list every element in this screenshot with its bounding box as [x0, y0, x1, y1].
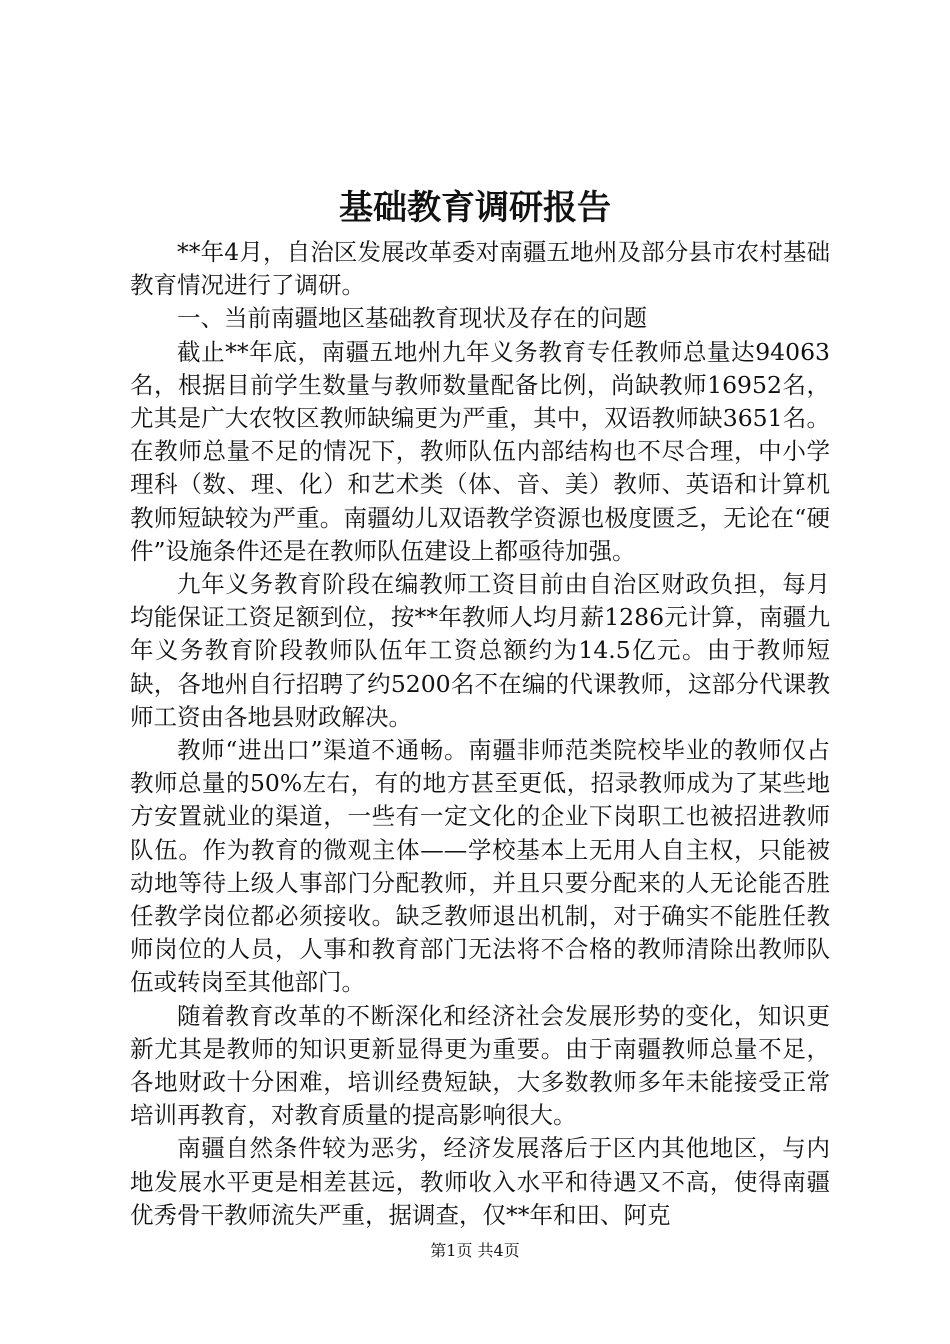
page-footer: 第1页 共4页	[430, 1241, 520, 1260]
document-title: 基础教育调研报告	[339, 188, 611, 228]
paragraph-teacher-loss: 南疆自然条件较为恶劣，经济发展落后于区内其他地区，与内地发展水平更是相差甚远，教师收入水平和待遇又不高，使得南疆优秀骨干教师流失严重，据调查，仅**年和田、阿克	[130, 1134, 830, 1229]
paragraph-teacher-shortage: 截止**年底，南疆五地州九年义务教育专任教师总量达94063名，根据目前学生数量与教师数量配备比例，尚缺教师16952名，尤其是广大农牧区教师缺编更为严重，其中，双语教师缺3651名。在教师总量不足的情况下，教师队伍内部结构也不尽合理，中小学理科（数、理、化）和艺术类（体、音、美）教师、英语和计算机教师短缺较为严重。南疆幼儿双语教学资源也极度匮乏，无论在“硬件”设施条件还是在教师队伍建设上都亟待加强。	[130, 337, 830, 565]
paragraph-teacher-training: 随着教育改革的不断深化和经济社会发展形势的变化，知识更新尤其是教师的知识更新显得更为重要。由于南疆教师总量不足，各地财政十分困难，培训经费短缺，大多数教师多年未能接受正常培训再教育，对教育质量的提高影响很大。	[130, 1001, 830, 1130]
section-heading: 一、当前南疆地区基础教育现状及存在的问题	[177, 304, 647, 333]
paragraph-intro: **年4月，自治区发展改革委对南疆五地州及部分县市农村基础教育情况进行了调研。	[130, 238, 830, 300]
document-body	[130, 236, 830, 1232]
paragraph-teacher-salary: 九年义务教育阶段在编教师工资目前由自治区财政负担，每月均能保证工资足额到位，按**年教师人均月薪1286元计算，南疆九年义务教育阶段教师队伍年工资总额约为14.5亿元。由于教师短缺，各地州自行招聘了约5200名不在编的代课教师，这部分代课教师工资由各地县财政解决。	[130, 570, 830, 731]
paragraph-teacher-channels: 教师“进出口”渠道不通畅。南疆非师范类院校毕业的教师仅占教师总量的50%左右，有的地方甚至更低，招录教师成为了某些地方安置就业的渠道，一些有一定文化的企业下岗职工也被招进教师队伍。作为教育的微观主体——学校基本上无用人自主权，只能被动地等待上级人事部门分配教师，并且只要分配来的人无论能否胜任教学岗位都必须接收。缺乏教师退出机制，对于确实不能胜任教师岗位的人员，人事和教育部门无法将不合格的教师清除出教师队伍或转岗至其他部门。	[130, 736, 830, 997]
